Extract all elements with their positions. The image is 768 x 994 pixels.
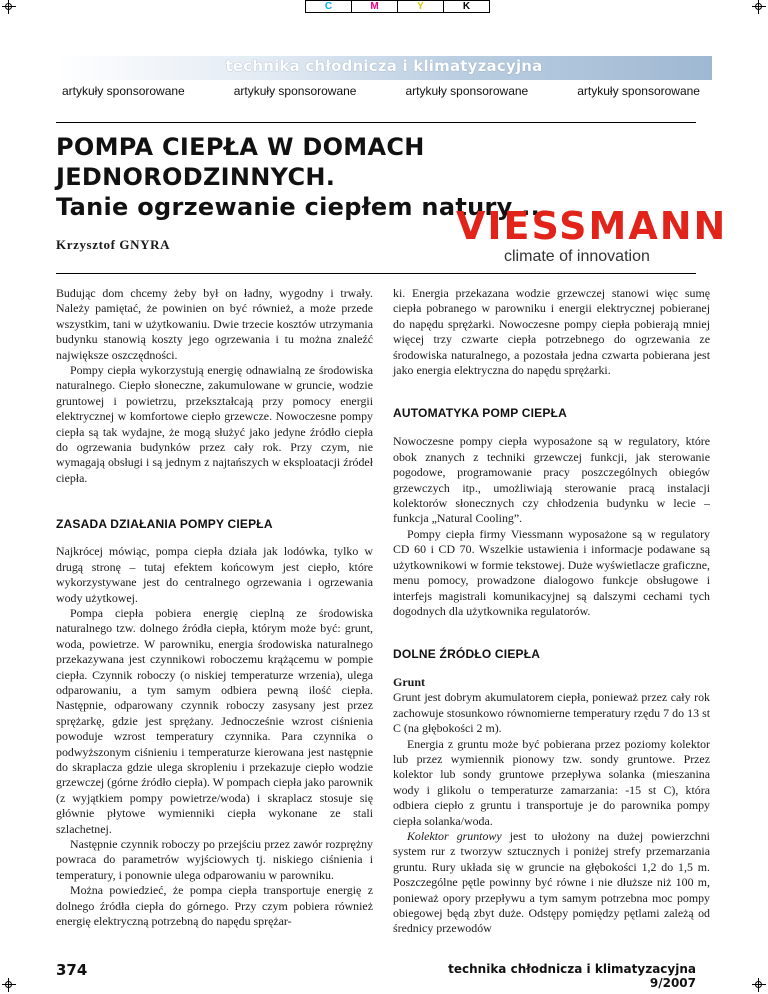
paragraph-text: jest to ułożony na dużej powierzchni system rur z tworzyw sztucznych i poniżej strefy przemarzania gruntu. Rury układa się w gruncie na głębokości 1,2 do 1,5 m. Poszczególne pętle powinny być równe i nie dłuższe niż 100 m, ponieważ opory przepływu a tym samym potrzebna moc pompy obiegowej będą zbyt duże. Odstępy pomiędzy pętlami zależą od średnicy przewodów [393,828,710,936]
crop-mark-icon [752,0,766,14]
paragraph: Grunt jest dobrym akumulatorem ciepła, ponieważ przez cały rok zachowuje stosunkowo równomierne temperatury rzędu 7 do 13 st C (na głębokości 2 m). [393,690,710,736]
sponsored-label: artykuły sponsorowane [577,84,700,98]
article-column-right [393,286,710,937]
cmyk-yellow-swatch: Y [397,0,444,13]
author-divider [56,273,696,274]
paragraph: ki. Energia przekazana wodzie grzewczej stanowi więc sumę ciepła pobranego w parowniku i energii elektrycznej pobieranej do napędu sprężarki. Nowoczesne pompy ciepła pobierają mniej więcej trzy czwarte ciepła potrzebnego do ogrzewania ze środowiska naturalnego, a pozostała jedna czwarta pobierana jest jako energia elektryczna do napędu sprężarki. [393,286,710,378]
crop-mark-icon [752,978,766,992]
article-author: Krzysztof GNYRA [56,237,171,252]
cmyk-cyan-swatch: C [305,0,352,13]
viessmann-wordmark: VIESSMANN [456,204,728,248]
paragraph: Pompy ciepła firmy Viessmann wyposażone są w regulatory CD 60 i CD 70. Wszelkie ustawienia i informacje podawane są użytkownikowi w formie tekstowej. Duże wyświetlacze graficzne, menu pomocy, prowadzone dialogowo funkcje obsługowe i interfejs magistrali komunikacyjnej są dalszymi cechami tych dogodnych dla użytkownika regulatorów. [393,526,710,618]
viessmann-logo [456,204,728,274]
paragraph: Pompa ciepła pobiera energię cieplną ze środowiska naturalnego tzw. dolnego źródła ciepła, którym może być: grunt, woda, powietrze. W parowniku, energia środowiska naturalnego przekazywana jest czynnikowi roboczemu krążącemu w pompie ciepła. Czynnik roboczy (o niskiej temperaturze wrzenia), ulega odparowaniu, a tym samym odbiera pewną ilość ciepła. Następnie, odparowany czynnik roboczy zasysany jest przez sprężarkę, gdzie jest sprężany. Jednocześnie wzrost ciśnienia powoduje wzrost temperatury czynnika. Para czynnika o podwyższonym ciśnieniu i temperaturze kierowana jest następnie do skraplacza gdzie ulega skropleniu i przekazuje ciepło wodzie grzewczej (górne źródło ciepła). W pompach ciepła jako parownik (z wyjątkiem pompy powietrze/woda) i skraplacz stosuje się głównie płytowe wymienniki ciepła wykonane ze stali szlachetnej. [56,605,373,836]
paragraph: Nowoczesne pompy ciepła wyposażone są w regulatory, które obok znanych z techniki grzewczej funkcji, jak sterowanie pogodowe, programowanie pracy poszczególnych obiegów grzewczych itp., umożliwiają sterowanie pracą instalacji kolektorów słonecznych czy chłodzenia budynku w lecie – funkcja „Natural Cooling”. [393,434,710,526]
section-heading-zasada: ZASADA DZIAŁANIA POMPY CIEPŁA [56,517,273,532]
paragraph: Energia z gruntu może być pobierana przez poziomy kolektor lub przez wymiennik pionowy tzw. sondy gruntowe. Przez kolektor lub sondy gruntowe przepływa solanka (mieszanina wody i glikolu o temperaturze zamarzania: -15 st C), która odbiera ciepło z gruntu i transportuje je do parownika pompy ciepła solanka/woda. [393,736,710,828]
article-title-line1: POMPA CIEPŁA W DOMACH JEDNORODZINNYCH. [56,133,425,191]
paragraph: Najkrócej mówiąc, pompa ciepła działa jak lodówka, tylko w drugą stronę – tutaj efektem końcowym jest ciepło, które wykorzystywane jest do centralnego ogrzewania i ogrzewania wody użytkowej. [56,544,373,605]
sponsored-label: artykuły sponsorowane [62,84,185,98]
section-heading-automatyka: AUTOMATYKA POMP CIEPŁA [393,406,567,421]
paragraph: Pompy ciepła wykorzystują energię odnawialną ze środowiska naturalnego. Ciepło słoneczne, zakumulowane w gruncie, wodzie gruntowej i powietrzu, przekształcają przy pomocy energii elektrycznej w komfortowe ciepło grzewcze. Nowoczesne pompy ciepła są tak wydajne, że mogą służyć jako jedyne źródło ciepła do ogrzewania budynków przez cały rok. Przy czym, nie wymagają obsługi i są jednym z najtańszych w eksploatacji źródeł ciepła. [56,363,373,485]
paragraph: Następnie czynnik roboczy po przejściu przez zawór rozprężny powraca do parametrów wyjściowych tj. niskiego ciśnienia i temperatury, i ponownie ulega odparowaniu w parowniku. [56,837,373,882]
viessmann-tagline: climate of innovation [504,248,650,265]
article-column-left [56,286,373,929]
term-kolektor-gruntowy: Kolektor gruntowy [407,828,502,843]
publication-footer: technika chłodnicza i klimatyzacyjna 9/2007 [448,962,696,990]
top-divider [56,122,696,123]
page-number: 374 [56,961,88,979]
sponsored-label: artykuły sponsorowane [233,84,357,98]
journal-section-title: technika chłodnicza i klimatyzacyjna [225,57,543,75]
paragraph: Można powiedzieć, że pompa ciepła transportuje energię z dolnego źródła ciepła do górnego. Przy czym pobiera również energię elektryczną potrzebną do napędu sprężar- [56,883,373,929]
section-heading-dolne-zrodlo: DOLNE ŹRÓDŁO CIEPŁA [393,647,541,662]
cmyk-color-bar [305,0,489,13]
cmyk-black-swatch: K [443,0,490,13]
cmyk-magenta-swatch: M [351,0,398,13]
crop-mark-icon [2,978,16,992]
paragraph: Budując dom chcemy żeby był on ładny, wygodny i trwały. Należy pamiętać, że powinien on być również, a może przede wszystkim, tani w użytkowaniu. Dwie trzecie kosztów utrzymania budynku stanowią koszty jego ogrzewania i tu można znaleźć największe oszczędności. [56,286,373,362]
article-title-line2: Tanie ogrzewanie ciepłem natury ... [56,193,550,221]
crop-mark-icon [2,0,16,14]
paragraph [393,829,710,937]
sponsored-label: artykuły sponsorowane [405,84,529,98]
subheading-grunt: Grunt [393,675,426,690]
sponsored-labels-row [62,84,700,98]
